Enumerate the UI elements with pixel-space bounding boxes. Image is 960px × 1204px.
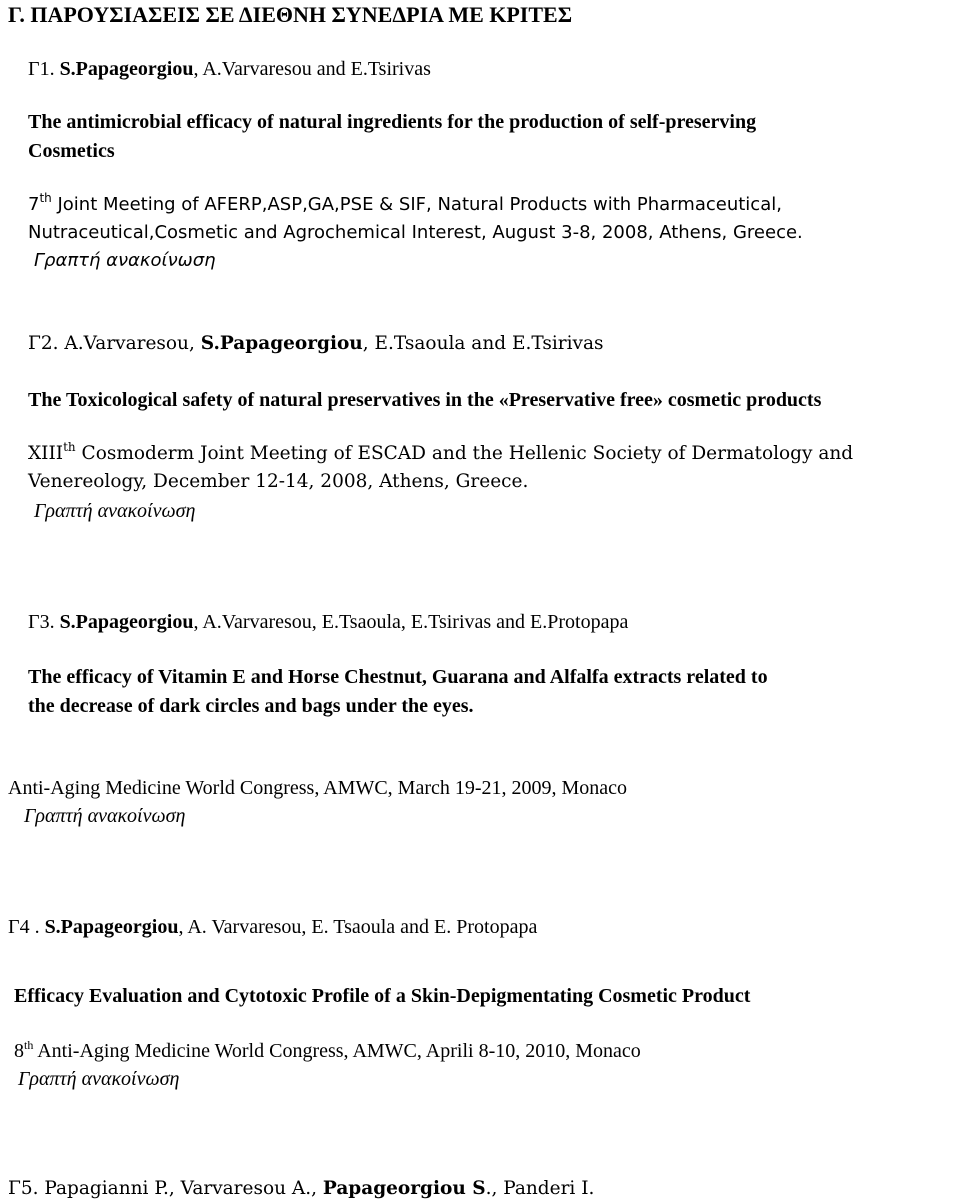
authors-pre: Papagianni P., Varvaresou A., — [38, 1178, 323, 1199]
venue-text: Joint Meeting of AFERP,ASP,GA,PSE & SIF, Natural Products with Pharmaceutical, — [51, 194, 782, 215]
section-heading: Γ. ΠΑΡΟΥΣΙΑΣΕΙΣ ΣΕ ΔΙΕΘΝΗ ΣΥΝΕΔΡΙΑ ΜΕ ΚΡΙΤΕΣ — [8, 2, 573, 27]
venue-ordinal: 7 — [28, 194, 40, 215]
authors-pre: A.Varvaresou, — [58, 333, 201, 354]
venue-ordinal: 8 — [14, 1040, 24, 1062]
entry-1-venue-line-1 — [28, 191, 782, 215]
authors-rest: , E.Tsaoula and E.Tsirivas — [362, 333, 604, 354]
entry-3-title-line-2: the decrease of dark circles and bags under the eyes. — [28, 695, 474, 717]
venue-ordinal: XIII — [28, 443, 64, 464]
author-highlight: S.Papageorgiou — [44, 916, 179, 938]
entry-1-title-line-1: The antimicrobial efficacy of natural ingredients for the production of self-preserving — [28, 111, 757, 133]
venue-text: Anti-Aging Medicine World Congress, AMWC, Aprili 8-10, 2010, Monaco — [33, 1040, 641, 1062]
venue-superscript: th — [63, 440, 76, 454]
entry-5-authors — [8, 1180, 594, 1199]
author-highlight: Papageorgiou S — [322, 1178, 486, 1199]
entry-4-presentation-type: Γραπτή ανακοίνωση — [18, 1068, 180, 1090]
author-highlight: S.Papageorgiou — [59, 611, 194, 633]
entry-1-authors — [28, 59, 431, 79]
entry-1-title-line-2: Cosmetics — [28, 140, 115, 162]
entry-2-title-line-1: The Toxicological safety of natural preservatives in the «Preservative free» cosmetic products — [28, 389, 822, 411]
entry-number: Γ4 . — [8, 916, 45, 938]
venue-text: Cosmoderm Joint Meeting of ESCAD and the Hellenic Society of Dermatology and — [75, 443, 854, 464]
authors-rest: ., Panderi I. — [485, 1178, 595, 1199]
entry-number: Γ5. — [8, 1178, 39, 1199]
authors-rest: , A.Varvaresou and E.Tsirivas — [193, 58, 431, 80]
author-highlight: S.Papageorgiou — [59, 58, 194, 80]
authors-rest: , A.Varvaresou, E.Tsaoula, E.Tsirivas and E.Protopapa — [193, 611, 629, 633]
entry-number: Γ3. — [28, 611, 55, 633]
entry-3-venue-line-1: Anti-Aging Medicine World Congress, AMWC, March 19-21, 2009, Monaco — [8, 777, 628, 799]
entry-number: Γ1. — [28, 58, 55, 80]
entry-4-venue-line-1 — [14, 1038, 641, 1062]
author-highlight: S.Papageorgiou — [200, 333, 363, 354]
entry-3-authors — [28, 612, 628, 632]
entry-number: Γ2. — [28, 333, 59, 354]
venue-superscript: th — [39, 191, 52, 205]
entry-4-authors — [8, 917, 537, 937]
entry-1-presentation-type: Γραπτή ανακοίνωση — [34, 250, 216, 271]
venue-superscript: th — [24, 1038, 34, 1052]
authors-rest: , A. Varvaresou, E. Tsaoula and E. Protopapa — [178, 916, 538, 938]
entry-2-authors — [28, 335, 604, 354]
entry-3-presentation-type: Γραπτή ανακοίνωση — [24, 805, 186, 827]
entry-2-venue-line-2: Venereology, December 12-14, 2008, Athens, Greece. — [28, 471, 529, 492]
entry-2-venue-line-1 — [28, 440, 854, 464]
entry-2-presentation-type: Γραπτή ανακοίνωση — [34, 500, 196, 522]
entry-1-venue-line-2: Nutraceutical,Cosmetic and Agrochemical Interest, August 3-8, 2008, Athens, Greece. — [28, 222, 803, 243]
entry-3-title-line-1: The efficacy of Vitamin E and Horse Chestnut, Guarana and Alfalfa extracts related to — [28, 666, 768, 688]
entry-4-title-line-1: Efficacy Evaluation and Cytotoxic Profile of a Skin-Depigmentating Cosmetic Product — [14, 985, 751, 1007]
